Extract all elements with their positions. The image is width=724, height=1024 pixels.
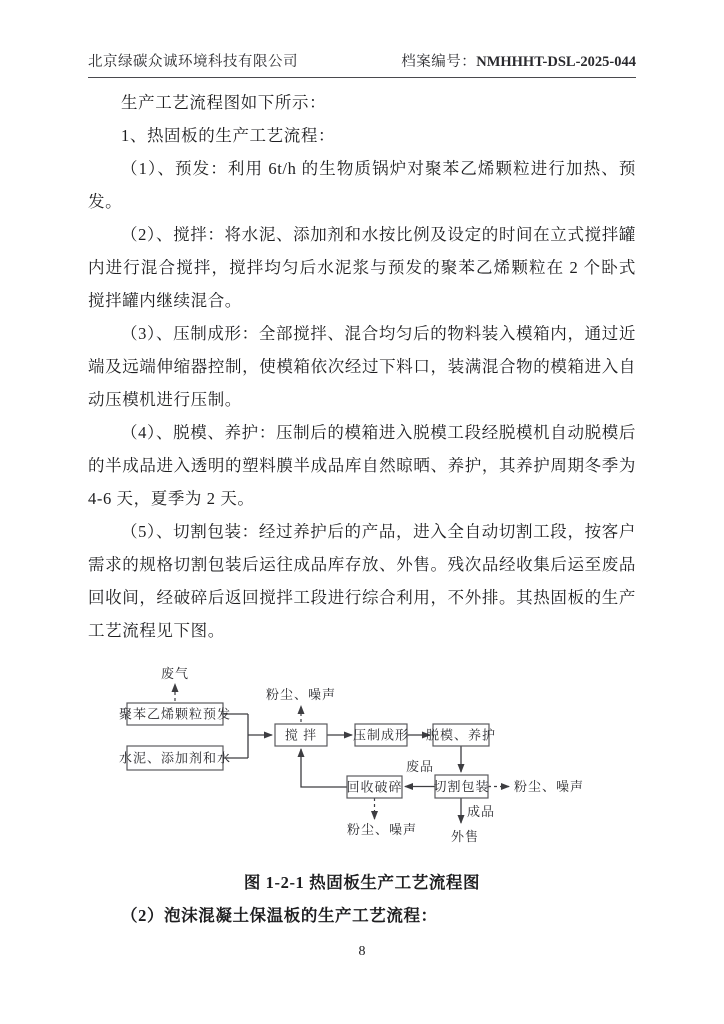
figure-caption: 图 1-2-1 热固板生产工艺流程图 [243,873,481,892]
page-number: 8 [358,944,366,959]
company-name: 北京绿碳众诚环境科技有限公司 [88,54,298,70]
box-pre-expand-label: 聚苯乙烯颗粒预发 [118,706,232,722]
paragraph-step-3: （3）、压制成形：全部搅拌、混合均匀后的物料装入模箱内，通过近端及远端伸缩器控制，使模箱依次经过下料口，装满混合物的模箱进入自动压模机进行压制。 [88,324,636,409]
box-pressing-label: 压制成形 [352,727,410,743]
doc-number-value: NMHHHT-DSL-2025-044 [476,54,636,70]
label-product: 成品 [467,804,496,819]
paragraph-step-2: （2）、搅拌：将水泥、添加剂和水按比例及设定的时间在立式搅拌罐内进行混合搅拌，搅拌均匀后水泥浆与预发的聚苯乙烯颗粒在 2 个卧式搅拌罐内继续混合。 [88,225,636,310]
flowchart-boxes [119,703,496,798]
paragraph-section2: （2）泡沫混凝土保温板的生产工艺流程： [121,906,438,925]
paragraph-step-1: （1）、预发：利用 6t/h 的生物质锅炉对聚苯乙烯颗粒进行加热、预发。 [88,159,636,211]
paragraph-step-4: （4）、脱模、养护：压制后的模箱进入脱模工段经脱模机自动脱模后的半成品进入透明的塑料膜半成品库自然晾晒、养护，其养护周期冬季为 4-6 天，夏季为 2 天。 [88,423,636,508]
paragraph-section1: 1、热固板的生产工艺流程： [121,126,336,145]
box-mixing-label: 搅 拌 [284,727,318,743]
doc-number [401,50,636,71]
flowchart-canvas [95,653,665,858]
label-dust-noise-cutting: 粉尘、噪声 [514,779,585,794]
label-sale: 外售 [450,829,480,844]
paragraph-step-5: （5）、切割包装：经过养护后的产品，进入全自动切割工段，按客户需求的规格切割包装后运往成品库存放、外售。残次品经收集后运至废品回收间，经破碎后返回搅拌工段进行综合利用，不外排。其热固板的生产工艺流程见下图。 [88,522,636,640]
box-cement-water-label: 水泥、添加剂和水 [118,750,232,766]
label-waste-gas: 废气 [160,666,190,681]
arrow-recycle-loop-mixing [301,749,347,787]
label-dust-noise-mixing: 粉尘、噪声 [265,687,337,702]
box-cutting-label: 切割包装 [433,779,490,794]
box-demold-label: 脱模、养护 [425,727,497,743]
document-body [88,86,636,962]
doc-number-label: 档案编号： [401,54,477,70]
label-dust-noise-recycle: 粉尘、噪声 [346,822,418,837]
page-header [88,50,636,78]
label-scrap: 废品 [405,759,435,774]
paragraph-intro: 生产工艺流程图如下所示： [121,93,327,112]
box-recycle-label: 回收破碎 [346,779,403,795]
process-flowchart [88,653,636,858]
